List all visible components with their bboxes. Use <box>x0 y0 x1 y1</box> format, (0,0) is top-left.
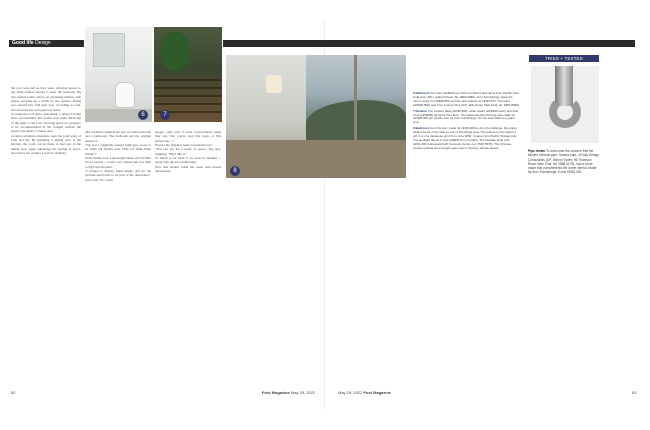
caption-rooftop <box>413 110 521 126</box>
deck-plank <box>154 79 222 81</box>
body-column-2: like wardrobe cabinets the size of Lam's bedroom and a bathroom. The bedroom and the original design of ... "Ng and I originally wanted light-grey wood to be white but Sandra said, 'Why not make them bolder?'" In the dining area, Lam bought them on from Mui Wo in Jaydon ... Lam's own cabinet that was built to Ng's specification. "I wanted to display small things, and for the pictures and books to be part of the decoration," says Lam. "So, when <box>85 130 151 182</box>
tried-tested-label: TRIED + TESTED <box>529 55 599 62</box>
caption-text: From his bed, made for HK$3,400 by Aron Furnishings, Ng enjoys what a friend of his calls a Lord of The Rings view. The picture on the wall is a gift. It is of a Japanese print from circa 1850. It came from Pacific Vintage Arts. The spotlight above it cost HK$950 from Cordine. The bedside lamp cost HK$1,600 in Emerald (G/F Kennedy Centre, tel: 2525 5555). The Chinese wooden panels were bought years ago in Sydney, dangle sleeps. <box>413 126 518 150</box>
bed <box>226 140 406 178</box>
rooftop-plant <box>160 31 190 71</box>
tried-tested-caption-bold: Pipe dream <box>528 149 546 153</box>
folio-right <box>338 390 391 395</box>
section-label-bold: Good life <box>12 40 34 46</box>
folio-left-date: May 29, 2022 <box>290 390 316 395</box>
deck-plank <box>154 103 222 105</box>
photo-captions <box>413 92 521 153</box>
caption-label: 6 Bathroom <box>413 91 430 95</box>
caption-bedroom <box>413 127 521 150</box>
photo-badge-7: 7 <box>160 110 170 120</box>
deck-plank <box>154 87 222 89</box>
tried-tested-caption-text: To overcome the concern that the kitchen exhaust pipe, Sandra Lam, of Nujo Design Consultants (2/F, Winner Tower, 96 Thomson Road, Wan Chai, tel: 2866 0179), had a cover made that complements the home interior. Made by Aron Furnishings, it cost HK$2,200. <box>528 149 599 175</box>
section-label-rest: Design <box>35 40 51 46</box>
page-number-right: 63 <box>632 390 637 395</box>
folio-left-magazine: Post Magazine <box>262 390 290 395</box>
caption-text: The tiles (HK$220 per 60cm by 60cm) tiles came from Pacific Tiles Collection (6/F Lockhart Road, Tel: 2866 9989). Aron Furnishings made the mirror vanity for HK$18,800 and the sink cabinet for HK$3,570. The toilet (HK$46,800) was from Leisure Plus (G/F Jaffe Road, Wan Chai, tel: 2866 8098). <box>413 91 520 107</box>
pipe-curl <box>549 96 581 128</box>
body-column-3: people come over it starts conversations when they say, 'Oh, you've read this book, or this picture has ...'" Doesn't the fireplace need to break the law? "You can say it's a waste of space," Ng says, laughing. "But I like it." So much so he turns it on even in summer ... along with the air-conditioning. Now that should warm the room with heated discussions. <box>155 130 221 174</box>
folio-left <box>262 390 315 395</box>
bathroom-mirror <box>93 33 125 67</box>
photo-badge-8: 8 <box>230 166 240 176</box>
folio-right-date: May 29, 2022 <box>338 390 363 395</box>
caption-label: 7 Rooftop <box>413 108 427 113</box>
bathroom-toilet <box>115 82 135 108</box>
pipe-cover-photo <box>531 66 599 143</box>
caption-bathroom <box>413 92 521 108</box>
body-column-1: the roof were left as they were, allowing guests to use them without having to enter the bedroom. Ng also hauled Lam's advice on gardening matters. The grapes growing up a trellis by the outdoor dining area should bear fruit next year, according to Lam, who harvests his own grapes at home. To make the roof more welcoming, a raised wooden floor was installed. The planks stop about 30cm shy of the edge of the roof, allowing space for greenery to be accommodated in the troughs without the plants' pots likely to being seen. Creative solutions elsewhere were the joint work of Lam and Ng. By installing a sliding door to the kitchen, the room can be made to feel part of the dining area; again enhancing the feeling of space. And above the counter a wall of cabinetry <box>11 86 81 156</box>
folio-right-magazine: Post Magazine <box>363 390 392 395</box>
section-header-bar-right <box>223 40 635 47</box>
deck-plank <box>154 95 222 97</box>
caption-text: The outdoor table (HK$2,980), white chairs (HK$299 each) and blue chair (HK$699) all came from Ikea. The raised wooden flooring was made for HK$28,000 per square foot by Aron Furnishings. On the wall trellis is a grape vine. <box>413 108 519 125</box>
bathroom-photo <box>85 27 152 122</box>
page-number-left: 62 <box>11 390 16 395</box>
rooftop-photo <box>154 27 222 122</box>
section-label <box>12 40 51 47</box>
tried-tested-caption <box>528 149 600 175</box>
bedroom-photo <box>226 55 406 178</box>
photo-badge-6: 6 <box>138 110 148 120</box>
caption-label: 8 Bedroom <box>413 126 429 131</box>
window-mullion <box>354 55 357 150</box>
bedside-lamp <box>266 75 282 93</box>
